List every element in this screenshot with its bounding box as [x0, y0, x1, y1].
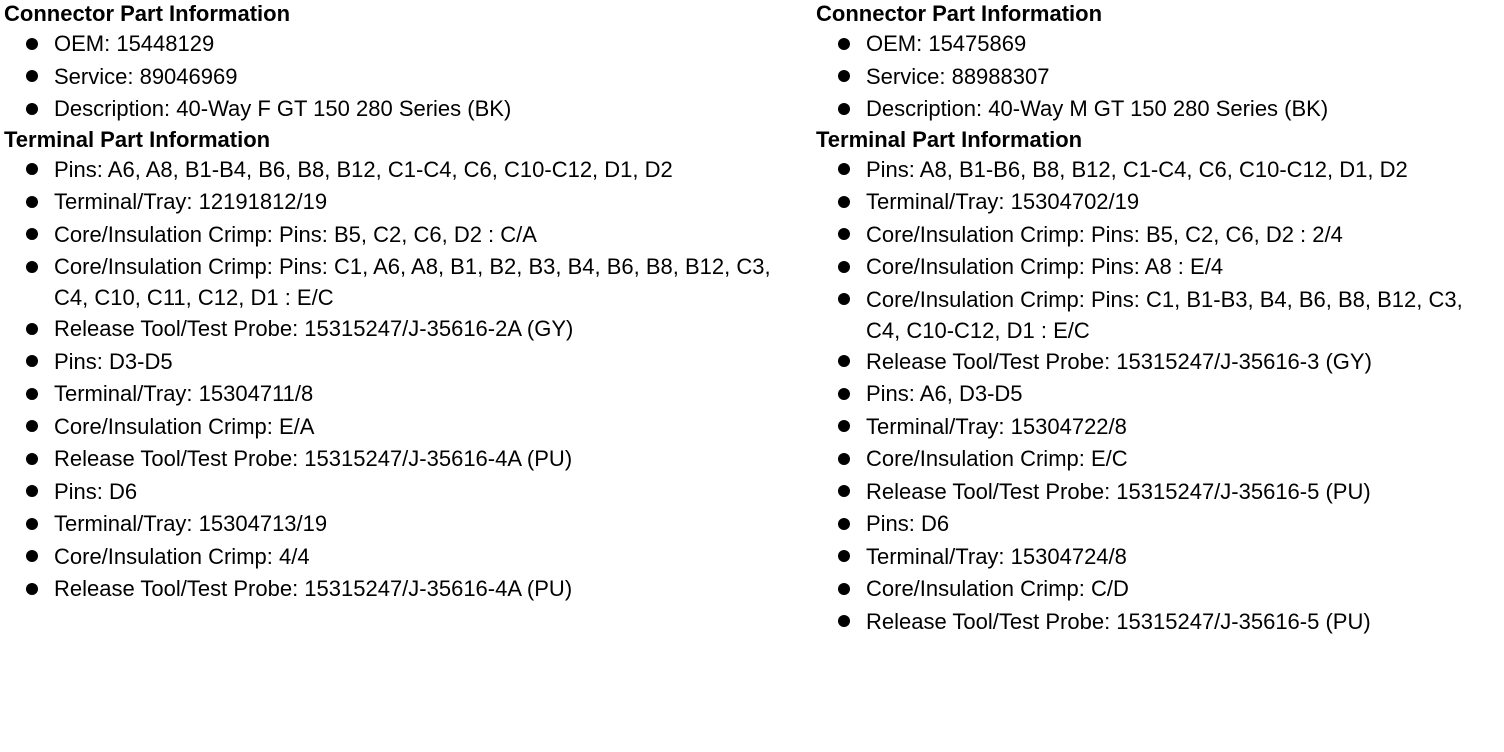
terminal-group-2	[4, 346, 784, 476]
terminal-tray-item: Terminal/Tray: 15304724/8	[816, 541, 1496, 574]
terminal-group-2	[816, 378, 1496, 508]
terminal-crimp-item: Core/Insulation Crimp: Pins: C1, A6, A8, B1, B2, B3, B4, B6, B8, B12, C3, C4, C10, C11, C12, D1 : E/C	[4, 251, 784, 313]
terminal-tray-item: Terminal/Tray: 15304711/8	[4, 378, 784, 411]
terminal-tray-item: Terminal/Tray: 15304713/19	[4, 508, 784, 541]
terminal-crimp-item: Core/Insulation Crimp: E/A	[4, 411, 784, 444]
terminal-group-1	[816, 154, 1496, 379]
terminal-tray-item: Terminal/Tray: 12191812/19	[4, 186, 784, 219]
terminal-tray-item: Terminal/Tray: 15304722/8	[816, 411, 1496, 444]
connector-part-list	[4, 28, 784, 126]
terminal-pins-item: Pins: A6, D3-D5	[816, 378, 1496, 411]
left-connector-column	[4, 0, 784, 606]
connector-service-item: Service: 89046969	[4, 61, 784, 94]
terminal-crimp-item: Core/Insulation Crimp: Pins: A8 : E/4	[816, 251, 1496, 284]
terminal-crimp-item: Core/Insulation Crimp: Pins: C1, B1-B3, B4, B6, B8, B12, C3, C4, C10-C12, D1 : E/C	[816, 284, 1496, 346]
terminal-crimp-item: Core/Insulation Crimp: E/C	[816, 443, 1496, 476]
terminal-tray-item: Terminal/Tray: 15304702/19	[816, 186, 1496, 219]
right-connector-column	[816, 0, 1496, 638]
terminal-pins-item: Pins: A8, B1-B6, B8, B12, C1-C4, C6, C10-C12, D1, D2	[816, 154, 1496, 187]
terminal-group-3	[816, 508, 1496, 638]
connector-oem-item: OEM: 15448129	[4, 28, 784, 61]
terminal-release-tool-item: Release Tool/Test Probe: 15315247/J-35616-5 (PU)	[816, 606, 1496, 639]
terminal-pins-item: Pins: D6	[816, 508, 1496, 541]
terminal-release-tool-item: Release Tool/Test Probe: 15315247/J-35616-4A (PU)	[4, 573, 784, 606]
connector-service-item: Service: 88988307	[816, 61, 1496, 94]
connector-part-heading: Connector Part Information	[4, 1, 291, 26]
terminal-crimp-item: Core/Insulation Crimp: Pins: B5, C2, C6, D2 : 2/4	[816, 219, 1496, 252]
terminal-part-heading: Terminal Part Information	[816, 126, 1083, 152]
terminal-release-tool-item: Release Tool/Test Probe: 15315247/J-35616-5 (PU)	[816, 476, 1496, 509]
terminal-group-1	[4, 154, 784, 346]
terminal-pins-item: Pins: A6, A8, B1-B4, B6, B8, B12, C1-C4, C6, C10-C12, D1, D2	[4, 154, 784, 187]
terminal-release-tool-item: Release Tool/Test Probe: 15315247/J-35616-3 (GY)	[816, 346, 1496, 379]
terminal-release-tool-item: Release Tool/Test Probe: 15315247/J-35616-4A (PU)	[4, 443, 784, 476]
connector-description-item: Description: 40-Way M GT 150 280 Series (BK)	[816, 93, 1496, 126]
connector-oem-item: OEM: 15475869	[816, 28, 1496, 61]
terminal-crimp-item: Core/Insulation Crimp: 4/4	[4, 541, 784, 574]
terminal-pins-item: Pins: D3-D5	[4, 346, 784, 379]
connector-description-item: Description: 40-Way F GT 150 280 Series (BK)	[4, 93, 784, 126]
connector-part-list	[816, 28, 1496, 126]
terminal-crimp-item: Core/Insulation Crimp: C/D	[816, 573, 1496, 606]
terminal-crimp-item: Core/Insulation Crimp: Pins: B5, C2, C6, D2 : C/A	[4, 219, 784, 252]
terminal-release-tool-item: Release Tool/Test Probe: 15315247/J-35616-2A (GY)	[4, 313, 784, 346]
terminal-group-3	[4, 476, 784, 606]
terminal-part-heading: Terminal Part Information	[4, 126, 271, 152]
terminal-pins-item: Pins: D6	[4, 476, 784, 509]
connector-part-heading: Connector Part Information	[816, 1, 1103, 26]
